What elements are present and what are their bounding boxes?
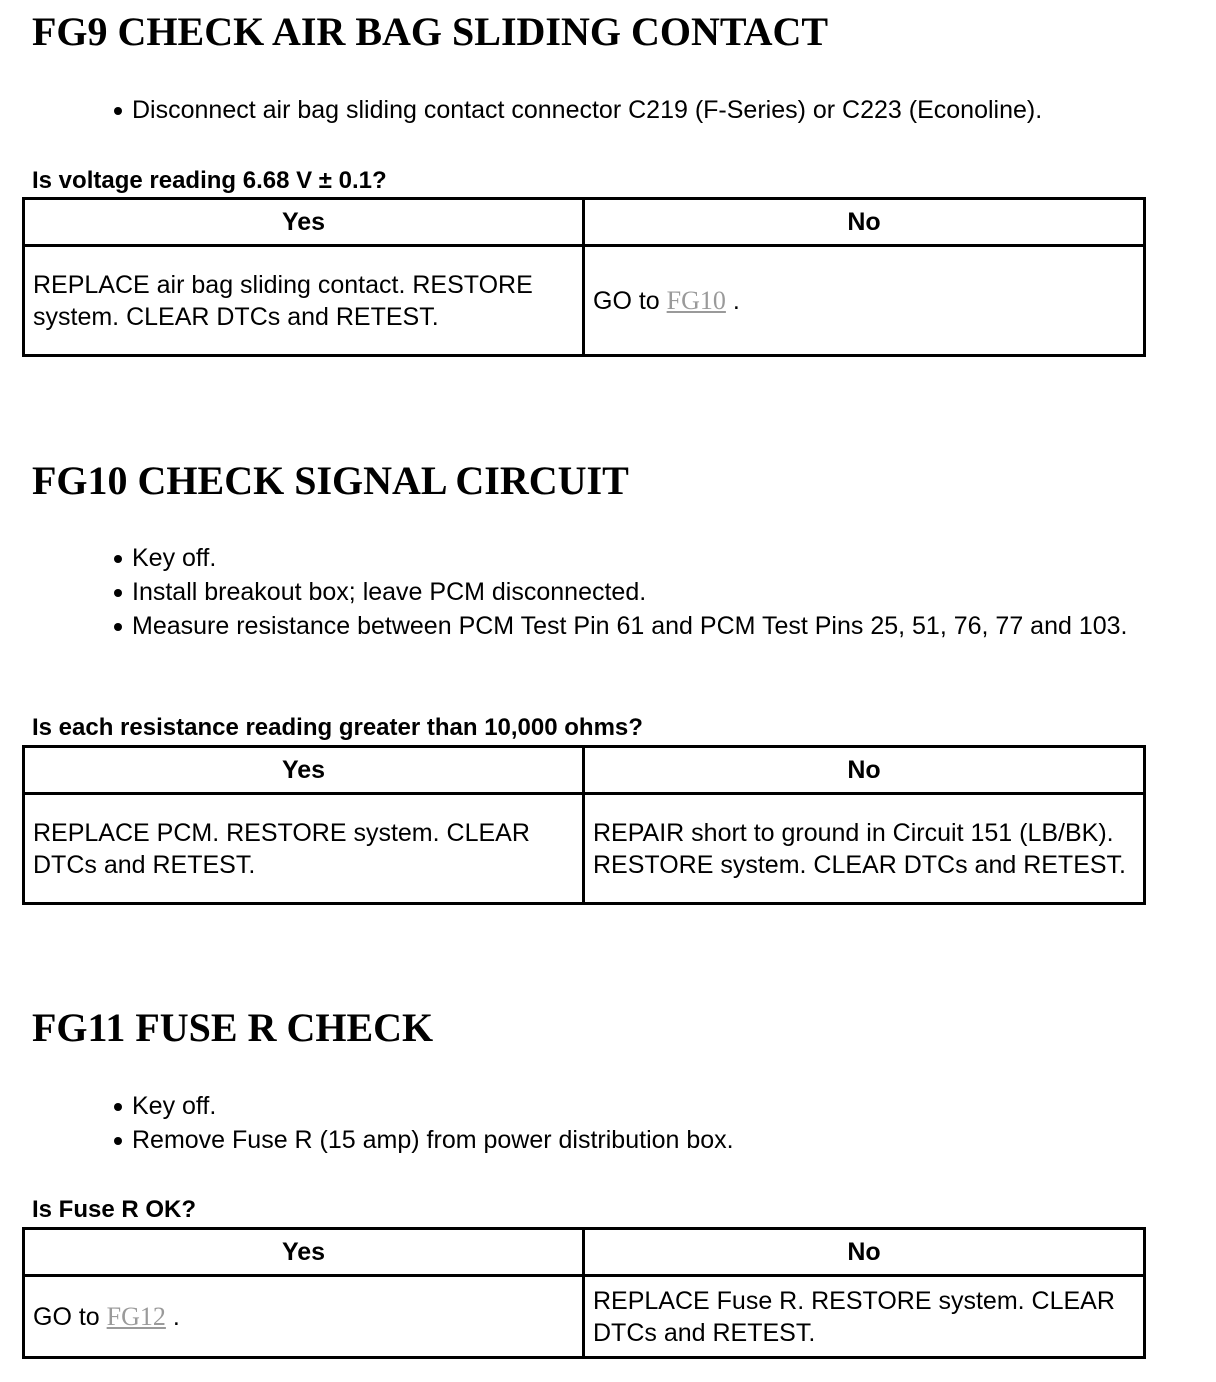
answer-header-row: [24, 1229, 1145, 1276]
answer-header-row: [24, 747, 1145, 794]
no-cell: REPAIR short to ground in Circuit 151 (LB/BK). RESTORE system. CLEAR DTCs and RETEST.: [584, 794, 1145, 904]
section-heading: FG11 FUSE R CHECK: [32, 1005, 434, 1050]
bullet-item: Disconnect air bag sliding contact connector C219 (F-Series) or C223 (Econoline).: [112, 93, 1192, 127]
bullet-dot-icon: [114, 1103, 122, 1111]
goto-fg10-link[interactable]: FG10: [666, 285, 726, 315]
bullet-item: Install breakout box; leave PCM disconnected.: [112, 575, 1216, 609]
no-cell: REPLACE Fuse R. RESTORE system. CLEAR DTCs and RETEST.: [584, 1276, 1145, 1358]
bullet-item: Measure resistance between PCM Test Pin 61 and PCM Test Pins 25, 51, 76, 77 and 103.: [112, 609, 1216, 643]
no-header: No: [584, 199, 1145, 246]
yes-cell: GO to FG12 .: [24, 1276, 584, 1358]
bullet-list: [112, 1089, 1192, 1157]
bullet-dot-icon: [114, 107, 122, 115]
answer-table: [22, 1227, 1146, 1359]
bullet-item: Key off.: [112, 1089, 1192, 1123]
yes-cell: REPLACE PCM. RESTORE system. CLEAR DTCs and RETEST.: [24, 794, 584, 904]
answer-table: [22, 197, 1146, 357]
answer-body-row: [24, 1276, 1145, 1358]
bullet-dot-icon: [114, 555, 122, 563]
answer-body-row: [24, 246, 1145, 356]
answer-header-row: [24, 199, 1145, 246]
section-heading: FG9 CHECK AIR BAG SLIDING CONTACT: [32, 9, 829, 54]
yes-cell: REPLACE air bag sliding contact. RESTORE system. CLEAR DTCs and RETEST.: [24, 246, 584, 356]
answer-table: [22, 745, 1146, 905]
yes-header: Yes: [24, 199, 584, 246]
yes-header: Yes: [24, 1229, 584, 1276]
no-header: No: [584, 747, 1145, 794]
answer-body-row: [24, 794, 1145, 904]
yes-header: Yes: [24, 747, 584, 794]
bullet-list: [112, 541, 1216, 643]
bullet-dot-icon: [114, 623, 122, 631]
no-header: No: [584, 1229, 1145, 1276]
question: Is each resistance reading greater than 10,000 ohms?: [32, 714, 643, 741]
bullet-dot-icon: [114, 1137, 122, 1145]
goto-fg12-link[interactable]: FG12: [106, 1301, 166, 1331]
no-cell: GO to FG10 .: [584, 246, 1145, 356]
bullet-list: [112, 93, 1192, 127]
bullet-dot-icon: [114, 589, 122, 597]
question: Is voltage reading 6.68 V ± 0.1?: [32, 167, 387, 194]
question: Is Fuse R OK?: [32, 1196, 197, 1223]
section-heading: FG10 CHECK SIGNAL CIRCUIT: [32, 458, 629, 503]
bullet-item: Remove Fuse R (15 amp) from power distribution box.: [112, 1123, 1192, 1157]
bullet-item: Key off.: [112, 541, 1216, 575]
